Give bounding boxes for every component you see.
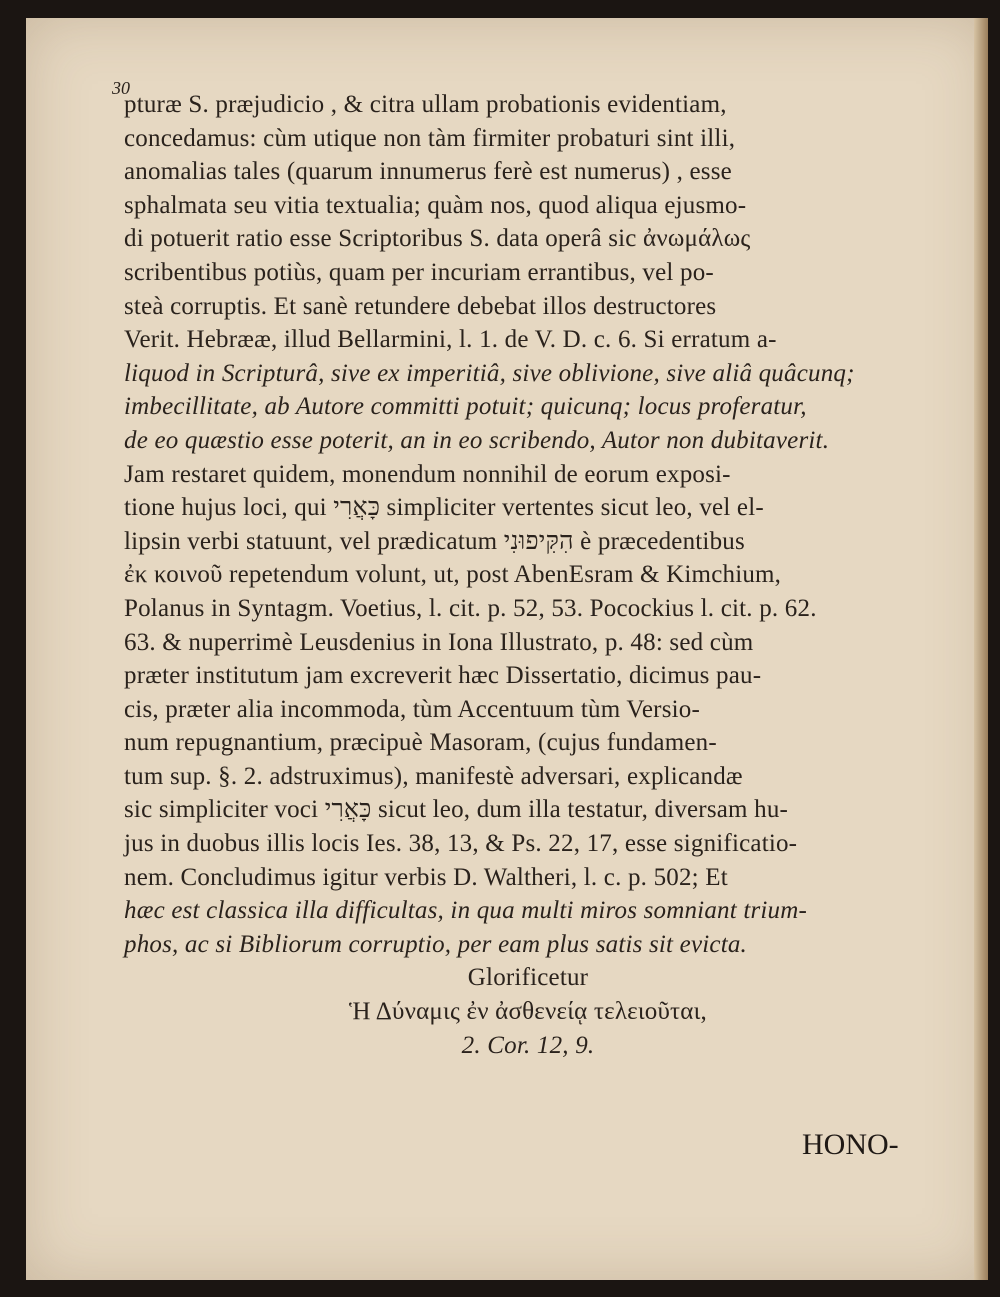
page-number: 30 — [112, 78, 130, 98]
text-line: sphalmata seu vitia textualia; quàm nos, quod aliqua ejusmo- — [124, 191, 747, 219]
quote-line: imbecillitate, ab Autore committi potuit; quicunq; locus proferatur, — [124, 393, 807, 421]
text-line: Jam restaret quidem, monendum nonnihil de eorum exposi- — [124, 460, 731, 488]
text-line: num repugnantium, præcipuè Masoram, (cujus fundamen- — [124, 729, 717, 757]
quote-line: phos, ac si Bibliorum corruptio, per eam plus satis sit evicta. — [124, 930, 747, 958]
text-line: steà corruptis. Et sanè retundere debebat illos destructores — [124, 292, 717, 320]
text-line: tione hujus loci, qui כָּאֲרִי simpliciter vertentes sicut leo, vel el- — [124, 494, 764, 522]
text-line: lipsin verbi statuunt, vel prædicatum הִקִּיפוּנִי è præcedentibus — [124, 527, 745, 555]
quote-line: hæc est classica illa difficultas, in qua multi miros somniant trium- — [124, 897, 808, 925]
text-line: tum sup. §. 2. adstruximus), manifestè adversari, explicandæ — [124, 762, 743, 790]
text-line: scribentibus potiùs, quam per incuriam errantibus, vel po- — [124, 258, 714, 286]
catchword: HONO- — [802, 1128, 899, 1161]
quote-line: liquod in Scripturâ, sive ex imperitiâ, sive oblivione, sive aliâ quâcunq; — [124, 359, 855, 387]
quote-line: de eo quæstio esse poterit, an in eo scribendo, Autor non dubitaverit. — [124, 426, 830, 454]
text-line: sic simpliciter voci כָּאֲרִי sicut leo, dum illa testatur, diversam hu- — [124, 796, 789, 824]
text-line: jus in duobus illis locis Ies. 38, 13, & Ps. 22, 17, esse significatio- — [124, 830, 798, 858]
text-line: ἐκ κοινοῦ repetendum volunt, ut, post AbenEsram & Kimchium, — [124, 561, 782, 589]
greek-motto: Ἡ Δύναμις ἐν ἀσθενείᾳ τελειοῦται, — [349, 998, 707, 1026]
body-text — [124, 88, 932, 1062]
scripture-reference: 2. Cor. 12, 9. — [461, 1031, 595, 1059]
closing-glorificetur: Glorificetur — [467, 964, 589, 992]
text-line: pturæ S. præjudicio , & citra ullam probationis evidentiam, — [124, 91, 727, 118]
text-line: anomalias tales (quarum innumerus ferè est numerus) , esse — [124, 158, 732, 186]
text-line: di potuerit ratio esse Scriptoribus S. data operâ sic ἀνωμάλως — [124, 225, 751, 253]
text-line: cis, præter alia incommoda, tùm Accentuum tùm Versio- — [124, 695, 700, 723]
text-line: præter institutum jam excreverit hæc Dissertatio, dicimus pau- — [124, 662, 762, 690]
text-line: Verit. Hebrææ, illud Bellarmini, l. 1. de V. D. c. 6. Si erratum a- — [124, 326, 777, 354]
page-edge — [974, 18, 988, 1280]
text-line: Polanus in Syntagm. Voetius, l. cit. p. 52, 53. Pocockius l. cit. p. 62. — [124, 594, 817, 622]
text-line: concedamus: cùm utique non tàm firmiter probaturi sint illi, — [124, 124, 736, 152]
text-line: nem. Concludimus igitur verbis D. Waltheri, l. c. p. 502; Et — [124, 863, 728, 891]
text-line: 63. & nuperrimè Leusdenius in Iona Illustrato, p. 48: sed cùm — [124, 628, 754, 656]
